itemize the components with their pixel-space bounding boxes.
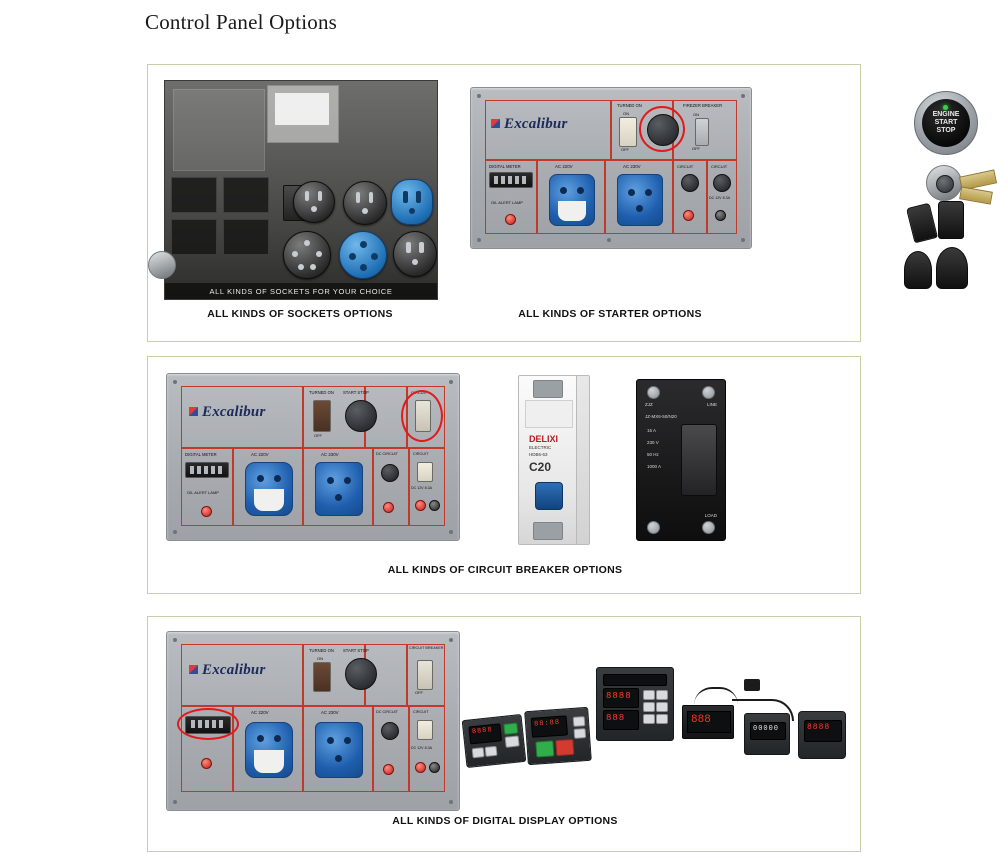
key-cap-1 bbox=[904, 251, 932, 289]
label-ac-220v: AC 220V bbox=[251, 452, 269, 457]
module-button-2[interactable] bbox=[472, 747, 485, 758]
highlight-ring-meter bbox=[177, 708, 239, 740]
module-button-7[interactable] bbox=[656, 690, 668, 700]
label-on: ON bbox=[623, 111, 629, 116]
ess-indicator-led bbox=[943, 105, 948, 110]
dc-terminal bbox=[715, 210, 726, 221]
mcb-terminal-bottom bbox=[533, 522, 563, 540]
dc-terminal-negative bbox=[429, 500, 440, 511]
ac-socket-220v[interactable] bbox=[245, 722, 293, 778]
label-circuit: CIRCUIT bbox=[411, 390, 428, 395]
label-ac-230v: AC 230V bbox=[321, 452, 339, 457]
label-ac-220v: AC 220V bbox=[555, 164, 573, 169]
ess-line2: START bbox=[934, 118, 958, 126]
module-button-10[interactable] bbox=[643, 714, 655, 724]
mount-hole bbox=[741, 94, 745, 98]
photo-overlay-caption: ALL KINDS OF SOCKETS FOR YOUR CHOICE bbox=[165, 283, 437, 299]
dc-terminal-positive bbox=[415, 500, 426, 511]
label-dc-12v: DC 12V 8.3A bbox=[411, 486, 432, 490]
ignition-lock-cylinder bbox=[926, 165, 962, 201]
caption-breakers: ALL KINDS OF CIRCUIT BREAKER OPTIONS bbox=[387, 564, 623, 576]
digital-meter-display bbox=[489, 172, 533, 188]
socket-round-blue-2 bbox=[339, 231, 387, 279]
hydraulic-breaker bbox=[636, 379, 726, 541]
label-circuit-breaker: CIRCUIT BREAKER bbox=[409, 646, 444, 650]
page-title: Control Panel Options bbox=[145, 10, 338, 34]
panel-digital-display bbox=[147, 616, 861, 852]
circuit-toggle[interactable] bbox=[417, 720, 433, 740]
mount-hole bbox=[607, 238, 611, 242]
brand-mark-icon bbox=[189, 665, 198, 674]
module-display-bottom: 888 bbox=[606, 713, 626, 723]
caption-sockets: ALL KINDS OF SOCKETS OPTIONS bbox=[207, 308, 393, 320]
control-panel-display bbox=[166, 631, 460, 811]
photo-bg-shape bbox=[173, 89, 265, 171]
breaker-spec-2: 50 Hz bbox=[647, 452, 659, 457]
mcb-lever[interactable] bbox=[535, 482, 563, 510]
wire-connector bbox=[744, 679, 760, 691]
mount-hole bbox=[173, 638, 177, 642]
mount-hole bbox=[173, 800, 177, 804]
photo-bg-outlet-d bbox=[223, 219, 269, 255]
breaker-switch[interactable] bbox=[695, 118, 709, 146]
brand-mark-icon bbox=[491, 119, 500, 128]
mount-hole bbox=[173, 380, 177, 384]
label-breaker-on: ON bbox=[693, 112, 699, 117]
label-circuit: CIRCUIT bbox=[413, 452, 429, 456]
breaker-spec-1: 230 V bbox=[647, 440, 659, 445]
dc-terminal-negative bbox=[429, 762, 440, 773]
module-button-4[interactable] bbox=[573, 716, 586, 727]
module-button-stop[interactable] bbox=[555, 739, 574, 756]
mount-hole bbox=[741, 238, 745, 242]
label-breaker-off: OFF bbox=[415, 690, 423, 695]
circuit-toggle[interactable] bbox=[417, 462, 433, 482]
caption-display: ALL KINDS OF DIGITAL DISPLAY OPTIONS bbox=[392, 815, 618, 827]
breaker-screw-top-left bbox=[647, 386, 660, 399]
key-cap-2 bbox=[936, 247, 968, 289]
module-brand-bar bbox=[603, 674, 667, 686]
key-blade-2 bbox=[959, 186, 993, 204]
brand-name: Excalibur bbox=[504, 116, 568, 132]
dc-circuit-indicator bbox=[383, 764, 394, 775]
wire-harness-1 bbox=[732, 699, 794, 721]
hour-meter-display: 00000 bbox=[753, 725, 780, 733]
label-turned-on: TURNED ON bbox=[309, 648, 334, 653]
mount-hole bbox=[173, 530, 177, 534]
module-button-11[interactable] bbox=[656, 714, 668, 724]
rocker-panel-display: 8888 bbox=[807, 723, 831, 732]
controller-buttons bbox=[524, 707, 592, 765]
module-button-6[interactable] bbox=[643, 690, 655, 700]
controller-small-green bbox=[462, 714, 527, 768]
volt-meter-display: 888 bbox=[691, 714, 711, 726]
breaker-spec-3: 1000 A bbox=[647, 464, 662, 469]
module-button-9[interactable] bbox=[656, 702, 668, 712]
power-rocker-switch[interactable] bbox=[313, 662, 331, 692]
breaker-load-label: LOAD bbox=[704, 513, 717, 518]
module-display-top: 8888 bbox=[606, 691, 632, 701]
breaker-screw-bottom-left bbox=[647, 521, 660, 534]
label-breaker: FIREZER BREAKER bbox=[683, 103, 723, 108]
section-outline bbox=[673, 160, 707, 234]
controller-large bbox=[596, 667, 674, 741]
sockets-photo bbox=[164, 80, 438, 300]
oil-alert-lamp bbox=[201, 758, 212, 769]
circuit-breaker-toggle-2[interactable] bbox=[713, 174, 731, 192]
key-switch-module-2 bbox=[938, 201, 964, 239]
module-display: 8888 bbox=[471, 726, 494, 737]
oil-alert-lamp bbox=[505, 214, 516, 225]
brand-mark-icon bbox=[189, 407, 198, 416]
photo-bg-outlet-b bbox=[171, 219, 217, 255]
mcb-window bbox=[525, 400, 573, 428]
label-oil-alert: OIL ALERT LAMP bbox=[187, 490, 219, 495]
panel-circuit-breakers bbox=[147, 356, 861, 594]
module-button-green[interactable] bbox=[503, 722, 518, 734]
photo-bg-outlet-c bbox=[223, 177, 269, 213]
label-circuit-2: CIRCUIT bbox=[711, 164, 728, 169]
label-digital-meter: DIGITAL METER bbox=[185, 452, 217, 457]
socket-round-2 bbox=[343, 181, 387, 225]
label-turned-on: TURNED ON bbox=[617, 103, 642, 108]
highlight-ring-breaker bbox=[401, 390, 443, 442]
control-panel-breaker bbox=[166, 373, 460, 541]
dc-terminal-positive bbox=[415, 762, 426, 773]
panel-sockets-starters bbox=[147, 64, 960, 342]
breaker-line-label: LINE bbox=[706, 402, 717, 407]
caption-starters: ALL KINDS OF STARTER OPTIONS bbox=[518, 308, 702, 320]
photo-bg-outlet-a bbox=[171, 177, 217, 213]
breaker-screw-top-right bbox=[702, 386, 715, 399]
power-rocker-switch[interactable] bbox=[313, 400, 331, 432]
circuit-breaker-toggle-1[interactable] bbox=[681, 174, 699, 192]
circuit-breaker-switch[interactable] bbox=[417, 660, 433, 690]
socket-round-1 bbox=[293, 181, 335, 223]
power-rocker-switch[interactable] bbox=[619, 117, 637, 147]
module-button-3[interactable] bbox=[485, 746, 498, 757]
engine-start-stop-button[interactable] bbox=[914, 91, 978, 155]
dc-circuit-indicator bbox=[383, 502, 394, 513]
start-stop-key-switch[interactable] bbox=[345, 400, 377, 432]
wire-harness-2 bbox=[694, 687, 738, 705]
label-off: OFF bbox=[314, 433, 322, 438]
socket-round-blue-1 bbox=[391, 179, 433, 225]
section-outline bbox=[373, 706, 409, 792]
mcb-breaker bbox=[518, 375, 578, 545]
brand-name: Excalibur bbox=[202, 404, 266, 420]
label-on: ON bbox=[317, 656, 323, 661]
mount-hole bbox=[449, 638, 453, 642]
mount-hole bbox=[449, 530, 453, 534]
mcb-brand: DELIXI bbox=[529, 434, 559, 444]
label-circuit-1: CIRCUIT bbox=[677, 164, 694, 169]
label-dc-12v: DC 12V 8.3A bbox=[709, 196, 730, 200]
ac-socket-220v[interactable] bbox=[245, 462, 293, 516]
control-panel-starter bbox=[470, 87, 752, 249]
breaker-spec-0: 15 A bbox=[647, 428, 657, 433]
label-digital-meter: DIGITAL METER bbox=[489, 164, 521, 169]
dc-circuit-toggle[interactable] bbox=[381, 722, 399, 740]
socket-round-4 bbox=[393, 231, 437, 277]
label-ac-230v: AC 230V bbox=[321, 710, 339, 715]
photo-bg-gauge-face bbox=[275, 93, 329, 125]
key-switch-module-1 bbox=[906, 203, 938, 244]
module-button-start[interactable] bbox=[535, 740, 554, 757]
ac-socket-220v[interactable] bbox=[549, 174, 595, 226]
label-ac-230v: AC 230V bbox=[623, 164, 641, 169]
mount-hole bbox=[477, 94, 481, 98]
circuit-indicator-1 bbox=[683, 210, 694, 221]
highlight-ring-starter bbox=[639, 106, 685, 152]
oil-alert-lamp bbox=[201, 506, 212, 517]
mcb-model: HDB6-63 bbox=[529, 452, 548, 457]
label-start-stop: START STOP bbox=[343, 648, 369, 653]
label-dc-circuit: DC CIRCUIT bbox=[376, 710, 398, 714]
module-button-8[interactable] bbox=[643, 702, 655, 712]
mcb-rating: C20 bbox=[529, 460, 552, 474]
mcb-brand-sub: ELECTRIC bbox=[529, 445, 552, 450]
module-button-1[interactable] bbox=[505, 735, 520, 747]
ac-socket-230v[interactable] bbox=[315, 462, 363, 516]
mount-hole bbox=[477, 238, 481, 242]
digital-meter-display bbox=[185, 462, 229, 478]
ac-socket-230v[interactable] bbox=[617, 174, 663, 226]
dc-circuit-toggle[interactable] bbox=[381, 464, 399, 482]
label-off: OFF bbox=[621, 147, 629, 152]
label-start-stop: START STOP bbox=[343, 390, 369, 395]
breaker-model: JZ-MX6-50/N20 bbox=[645, 414, 677, 419]
breaker-screw-bottom-right bbox=[702, 521, 715, 534]
module-button-5[interactable] bbox=[574, 728, 587, 739]
brand-name: Excalibur bbox=[202, 662, 266, 678]
section-outline bbox=[373, 448, 409, 526]
start-stop-key-switch[interactable] bbox=[345, 658, 377, 690]
label-oil-alert: OIL ALERT LAMP bbox=[491, 200, 523, 205]
mcb-side-plate bbox=[576, 375, 590, 545]
label-dc-circuit: DC CIRCUIT bbox=[376, 452, 398, 456]
mount-hole bbox=[449, 380, 453, 384]
ess-line1: ENGINE bbox=[932, 110, 960, 118]
mount-hole bbox=[449, 800, 453, 804]
ac-socket-230v[interactable] bbox=[315, 722, 363, 778]
label-circuit: CIRCUIT bbox=[413, 710, 429, 714]
label-ac-220v: AC 220V bbox=[251, 710, 269, 715]
breaker-brand: ZJZ bbox=[645, 402, 653, 407]
mcb-terminal-top bbox=[533, 380, 563, 398]
ess-line3: STOP bbox=[936, 127, 956, 135]
label-dc-12v: DC 12V 8.3A bbox=[411, 746, 432, 750]
label-breaker-off: OFF bbox=[692, 146, 700, 151]
label-turned-on: TURNED ON bbox=[309, 390, 334, 395]
module-display: 88:88 bbox=[533, 718, 561, 729]
rocker-panel-meter bbox=[798, 711, 846, 759]
volt-meter-red bbox=[682, 705, 734, 739]
breaker-toggle-lever[interactable] bbox=[681, 424, 717, 496]
socket-round-3 bbox=[283, 231, 331, 279]
